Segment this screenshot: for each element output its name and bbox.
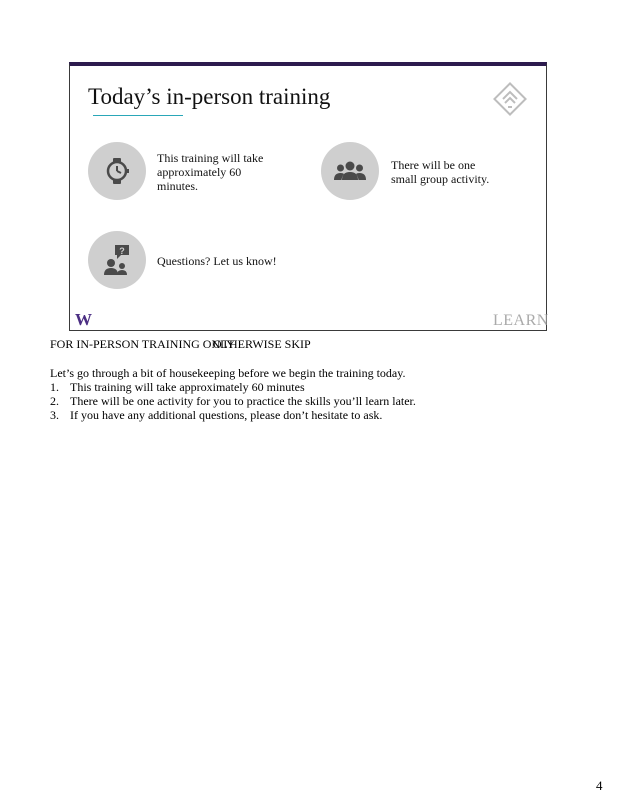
title-underline [93, 115, 183, 116]
list-number: 2. [50, 394, 59, 408]
stopwatch-icon-circle [88, 142, 146, 200]
list-item [50, 394, 416, 408]
list-text: There will be one activity for you to practice the skills you’ll learn later. [70, 394, 416, 408]
item-text-duration: This training will take approximately 60 minutes. [157, 151, 264, 193]
list-text: If you have any additional questions, please don’t hesitate to ask. [70, 408, 383, 422]
notes-heading-part2: OTHERWISE SKIP [213, 337, 311, 351]
page-number: 4 [596, 778, 603, 793]
notes-intro: Let’s go through a bit of housekeeping before we begin the training today. [50, 366, 406, 380]
svg-text:?: ? [119, 246, 125, 256]
question-person-icon-circle [88, 231, 146, 289]
slide-title: Today’s in-person training [88, 84, 331, 109]
notes-heading-part1: FOR IN-PERSON TRAINING ONLY [50, 337, 235, 351]
list-item [50, 380, 416, 394]
group-icon-circle [321, 142, 379, 200]
list-item [50, 408, 416, 422]
slide [69, 62, 547, 331]
item-text-questions: Questions? Let us know! [157, 254, 277, 268]
list-number: 3. [50, 408, 59, 422]
notes-heading [50, 337, 311, 351]
notes-list [50, 380, 416, 422]
group-icon [334, 159, 366, 183]
stopwatch-icon [102, 156, 132, 186]
item-text-activity: There will be one small group activity. [391, 158, 490, 186]
diamond-logo-icon [491, 80, 529, 118]
list-number: 1. [50, 380, 59, 394]
uw-logo: W [75, 310, 91, 329]
list-text: This training will take approximately 60 minutes [70, 380, 305, 394]
learn-watermark: LEARN [493, 312, 549, 329]
question-person-icon [102, 244, 132, 276]
